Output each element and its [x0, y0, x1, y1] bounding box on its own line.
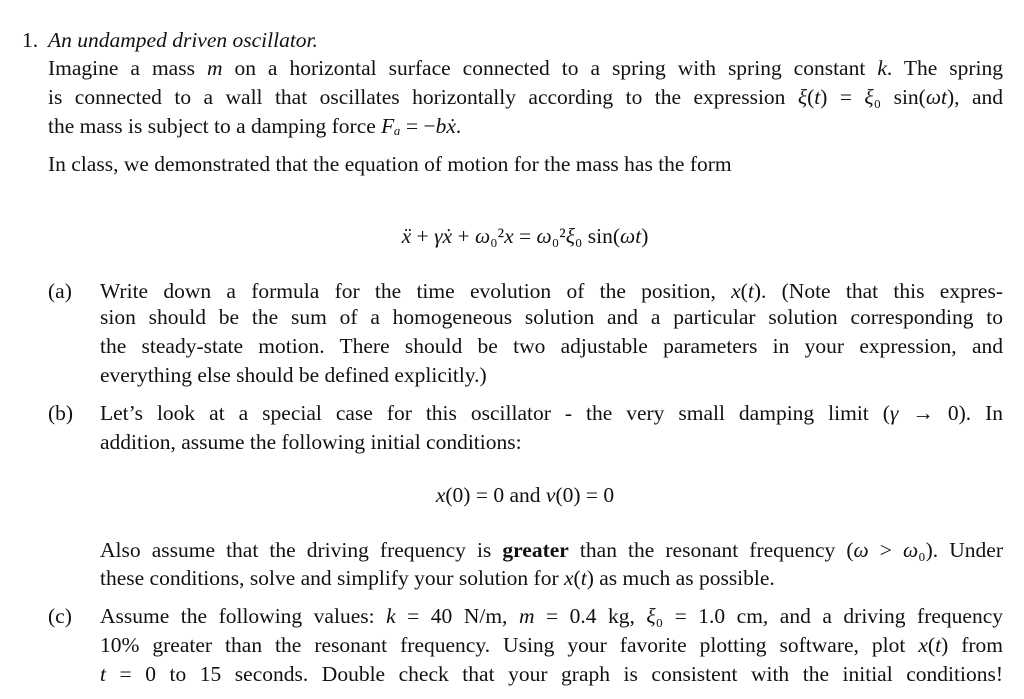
intro-line [48, 54, 1003, 82]
math-text: ξ [565, 224, 575, 248]
math-text: b [435, 114, 447, 138]
math-text: x [731, 279, 741, 303]
text-segment: the steady-state motion. There should be two adjustable parameters in your expression, and [100, 334, 1003, 358]
text-segment: ( [807, 85, 815, 109]
text-segment: = − [400, 114, 436, 138]
text-segment: is connected to a wall that oscillates horizontally according to the expression [48, 85, 798, 109]
text-segment: Let’s look at a special case for this oscillator - the very small damping limit ( [100, 401, 890, 425]
text-segment: ( [573, 566, 581, 590]
text-segment: . The spring [886, 56, 1003, 80]
math-text: t [814, 85, 821, 109]
math-text: ω [853, 538, 869, 562]
part-a-line [100, 332, 1003, 360]
text-segment: ), and [946, 85, 1003, 109]
equation-of-motion [0, 222, 1024, 250]
problem-title [48, 26, 318, 54]
math-text: v [545, 483, 556, 507]
math-text: x [504, 224, 514, 248]
text-segment: ₀). Under [918, 538, 1003, 562]
text-segment: sion should be the sum of a homogeneous solution and a particular solution corresponding to [100, 305, 1003, 329]
math-text: γ [889, 401, 899, 425]
text-segment: these conditions, solve and simplify your solution for [100, 566, 564, 590]
part-a-line [100, 361, 1003, 389]
part-b-line [100, 536, 1003, 564]
math-text: x [918, 633, 928, 657]
text-segment: addition, assume the following initial conditions: [100, 430, 522, 454]
text-segment: 10% greater than the resonant frequency. Using your favorite plotting software, plot [100, 633, 919, 657]
part-b-line [100, 564, 1003, 592]
intro-line [48, 112, 1003, 140]
initial-conditions-equation [0, 481, 1024, 509]
text-segment: ₀ sin( [873, 85, 926, 109]
math-text: γẋ [434, 224, 453, 248]
part-b-line [100, 399, 1003, 427]
text-segment: Write down a formula for the time evolution of the position, [100, 279, 732, 303]
math-text: ω [902, 538, 919, 562]
text-segment: In class, we demonstrated that the equation of motion for the mass has the form [48, 152, 732, 176]
text-segment: than the resonant frequency ( [568, 538, 854, 562]
text-segment: ). (Note that this expres- [753, 279, 1003, 303]
part-a-line [100, 277, 1003, 305]
text-segment: = 0 to 15 seconds. Double check that your graph is consistent with the initial conditions! [105, 662, 1003, 686]
text-segment: > [868, 538, 903, 562]
math-text: t [935, 633, 942, 657]
text-segment: ) as much as possible. [586, 566, 775, 590]
math-text: t [100, 662, 106, 686]
math-text: ω [474, 224, 491, 248]
class-statement [48, 150, 1003, 178]
text-segment: = 40 N/m, [395, 604, 519, 628]
part-c-line [100, 602, 1003, 630]
part-a-label: (a) [48, 279, 72, 303]
math-text: ₐ [394, 114, 401, 138]
text-segment: ₀² [490, 224, 505, 248]
part-b-line [100, 428, 1003, 456]
math-text: ẍ [401, 224, 412, 248]
math-text: ωt [925, 85, 947, 109]
text-segment: (0) = 0 [555, 483, 615, 507]
part-b-label: (b) [48, 401, 74, 425]
text-segment: . [455, 114, 462, 138]
math-text: m [518, 604, 535, 628]
part-a-line [100, 303, 1003, 331]
math-text: t [747, 279, 754, 303]
text-segment: ) [641, 224, 649, 248]
intro-line [48, 83, 1003, 111]
math-text: ξ [646, 604, 656, 628]
text-segment: ( [927, 633, 936, 657]
text-segment: everything else should be defined explicitly.) [100, 363, 487, 387]
text-segment: ) = [820, 85, 865, 109]
math-text: k [386, 604, 396, 628]
math-text: t [580, 566, 587, 590]
bold-text: greater [502, 538, 569, 562]
text-segment: Assume the following values: [100, 604, 387, 628]
part-c-line [100, 631, 1003, 659]
text-segment: ) from [941, 633, 1003, 657]
math-text: ωt [620, 224, 642, 248]
text-segment: = 0.4 kg, [534, 604, 647, 628]
text-segment: (0) = 0 and [445, 483, 546, 507]
math-text: ẋ [446, 114, 456, 138]
math-text: An undamped driven oscillator. [48, 28, 318, 52]
math-text: k [877, 56, 887, 80]
part-c-line [100, 660, 1003, 688]
math-text: ξ [864, 85, 874, 109]
text-segment: ₀ sin( [574, 224, 621, 248]
text-segment: ₀² [551, 224, 566, 248]
math-text: m [206, 56, 223, 80]
math-text: x [564, 566, 574, 590]
text-segment: on a horizontal surface connected to a spring with spring constant [222, 56, 878, 80]
text-segment: ( [740, 279, 748, 303]
text-segment: the mass is subject to a damping force [48, 114, 382, 138]
text-segment: + [452, 224, 475, 248]
problem-number: 1. [22, 28, 39, 52]
text-segment: ₀ = 1.0 cm, and a driving frequency [655, 604, 1003, 628]
text-segment: Also assume that the driving frequency is [100, 538, 503, 562]
math-text: ξ [797, 85, 808, 109]
math-text: x [435, 483, 446, 507]
part-c-label: (c) [48, 604, 72, 628]
math-text: F [381, 114, 395, 138]
math-text: ω [536, 224, 552, 248]
text-segment: Imagine a mass [48, 56, 207, 80]
text-segment: = [513, 224, 537, 248]
text-segment: + [411, 224, 435, 248]
text-segment: → 0). In [898, 401, 1003, 425]
